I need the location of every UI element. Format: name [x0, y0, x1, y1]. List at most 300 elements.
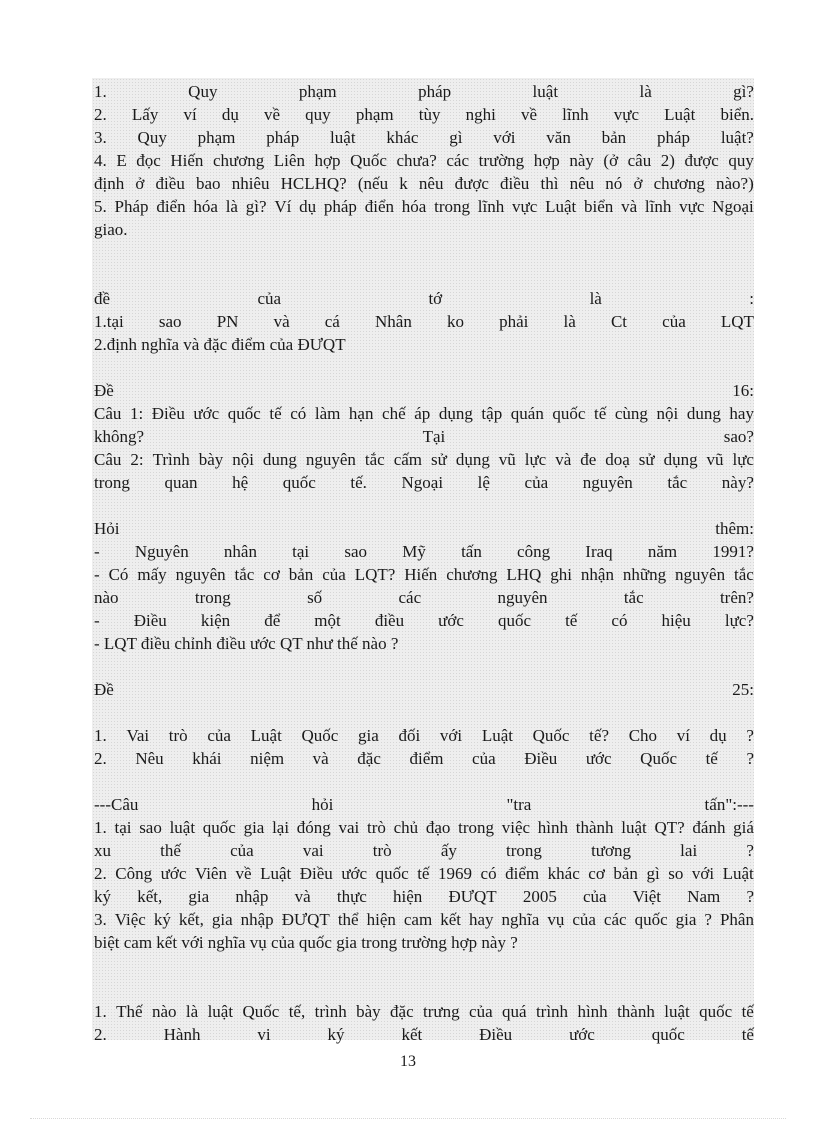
- text-line: 2.định nghĩa và đặc điểm của ĐƯQT: [94, 335, 346, 354]
- word: dụng: [455, 450, 490, 469]
- word: thành: [617, 1002, 655, 1021]
- word: biển.: [720, 105, 754, 124]
- word: nhiêu: [231, 174, 270, 193]
- word: gia: [243, 818, 265, 837]
- word: vi: [257, 1025, 271, 1044]
- word: phạm: [355, 105, 394, 124]
- word: ko: [446, 312, 464, 331]
- paragraph-spacer: [94, 770, 754, 793]
- text-line: [94, 517, 754, 540]
- word: tùy: [418, 105, 441, 124]
- word: hiệu: [661, 611, 691, 630]
- word: chương: [653, 174, 705, 193]
- text-line: [94, 563, 754, 586]
- text-line: [94, 402, 754, 425]
- word: Điều: [479, 1025, 513, 1044]
- word: đạo: [425, 818, 451, 837]
- word: đối: [398, 726, 421, 745]
- word: sao: [139, 818, 162, 837]
- word: hóa: [193, 197, 218, 216]
- word: luật: [664, 1002, 690, 1021]
- word: làm: [314, 404, 341, 423]
- word: QT?: [654, 818, 685, 837]
- word: ước: [569, 1025, 595, 1044]
- word: ước: [341, 864, 368, 883]
- word: phải: [499, 312, 529, 331]
- word: ở: [633, 174, 643, 193]
- word: có: [290, 404, 307, 423]
- word: là: [563, 312, 576, 331]
- word: quy: [305, 105, 331, 124]
- word: giá: [733, 818, 754, 837]
- word: thì: [540, 174, 559, 193]
- word: 2.: [94, 864, 107, 883]
- word: tắc: [623, 588, 644, 607]
- word: Quy: [188, 82, 218, 101]
- text-line: [94, 586, 754, 609]
- word: kiện: [200, 611, 231, 630]
- word: quốc: [634, 910, 668, 929]
- word: kết: [440, 910, 461, 929]
- word: 1.: [94, 818, 107, 837]
- word: công: [517, 542, 551, 561]
- word: sao: [158, 312, 182, 331]
- word: nội: [232, 450, 254, 469]
- paragraph: [94, 793, 754, 954]
- word: đóng: [296, 818, 331, 837]
- word: dụ: [709, 726, 727, 745]
- word: (nếu: [357, 174, 389, 193]
- text-line: [94, 80, 754, 103]
- word: tắc: [667, 473, 688, 492]
- word: hiện: [366, 910, 396, 929]
- word: tại: [114, 818, 132, 837]
- word: đặc: [357, 749, 381, 768]
- word: Ngoại: [712, 197, 754, 216]
- word: điểm: [409, 749, 444, 768]
- word: nguyên: [305, 450, 356, 469]
- word: quốc: [202, 818, 236, 837]
- paragraph: [94, 1000, 754, 1046]
- word: quy: [728, 151, 754, 170]
- word: tấn":---: [704, 795, 754, 814]
- word: ký: [327, 1025, 345, 1044]
- word: là: [185, 1002, 199, 1021]
- word: nào?): [716, 174, 754, 193]
- word: các: [446, 151, 470, 170]
- page-bottom-divider: [30, 1118, 786, 1119]
- word: Quốc: [350, 151, 387, 170]
- word: về: [263, 105, 281, 124]
- word: gia: [675, 910, 697, 929]
- word: ?: [746, 887, 754, 906]
- word: gia: [358, 726, 379, 745]
- word: dung: [262, 450, 297, 469]
- word: E: [116, 151, 127, 170]
- word: bao: [195, 174, 221, 193]
- word: nhận: [580, 565, 614, 584]
- word: Ct: [610, 312, 628, 331]
- paragraph: [94, 517, 754, 655]
- text-line: [94, 379, 754, 402]
- word: vực: [512, 197, 538, 216]
- word: trường: [478, 151, 525, 170]
- word: trưng: [423, 1002, 460, 1021]
- word: luật?: [720, 128, 754, 147]
- word: cùng: [614, 404, 648, 423]
- word: hay: [469, 910, 494, 929]
- word: tế: [269, 404, 282, 423]
- document-body: [94, 80, 754, 1046]
- word: 2005: [522, 887, 557, 906]
- word: 1:: [129, 404, 144, 423]
- word: tế: [741, 1002, 754, 1021]
- word: Hiến: [170, 151, 204, 170]
- word: Công: [115, 864, 153, 883]
- paragraph: [94, 80, 754, 241]
- text-line: [94, 747, 754, 770]
- word: 1.tại: [94, 312, 124, 331]
- word: Hỏi: [94, 519, 120, 538]
- word: của: [257, 289, 282, 308]
- word: trong: [434, 197, 470, 216]
- word: đọc: [136, 151, 161, 170]
- word: ĐƯQT: [281, 910, 330, 929]
- word: tế?: [589, 726, 609, 745]
- word: đánh: [692, 818, 726, 837]
- word: k: [399, 174, 408, 193]
- text-line: [94, 862, 754, 885]
- word: ?: [746, 841, 754, 860]
- word: LQT: [720, 312, 754, 331]
- word: quốc: [651, 1025, 685, 1044]
- text-line: [94, 1000, 754, 1023]
- word: và: [312, 749, 329, 768]
- text-line: [94, 287, 754, 310]
- word: Nêu: [135, 749, 164, 768]
- word: của: [572, 910, 596, 929]
- word: là: [589, 289, 602, 308]
- word: Thế: [116, 1002, 143, 1021]
- word: ước: [193, 404, 220, 423]
- word: dụ: [221, 105, 239, 124]
- text-line: [94, 172, 754, 195]
- word: quá: [502, 1002, 527, 1021]
- word: về: [235, 864, 252, 883]
- word: ?: [704, 910, 712, 929]
- word: tế.: [350, 473, 367, 492]
- word: Quy: [137, 128, 167, 147]
- word: ?: [746, 749, 754, 768]
- word: khái: [192, 749, 222, 768]
- word: định: [94, 174, 125, 193]
- word: nó: [605, 174, 623, 193]
- word: tế,: [288, 1002, 306, 1021]
- word: Luật: [722, 864, 754, 883]
- word: 2:: [130, 450, 144, 469]
- word: điều: [500, 174, 530, 193]
- word: hóa: [401, 197, 427, 216]
- word: lĩnh: [562, 105, 589, 124]
- word: tắc: [234, 565, 255, 584]
- word: Câu: [94, 404, 122, 423]
- word: nào: [94, 588, 119, 607]
- page-number: 13: [400, 1053, 416, 1070]
- word: PN: [216, 312, 239, 331]
- text-line: [94, 1023, 754, 1046]
- word: được: [454, 174, 489, 193]
- paragraph: [94, 724, 754, 770]
- word: câu: [627, 151, 652, 170]
- word: tấn: [461, 542, 482, 561]
- paragraph: [94, 287, 754, 356]
- word: pháp: [266, 128, 300, 147]
- word: -: [94, 542, 100, 561]
- word: điều: [374, 611, 405, 630]
- word: trong: [194, 588, 231, 607]
- word: tương: [591, 841, 632, 860]
- word: Luật: [545, 197, 577, 216]
- word: "tra: [506, 795, 532, 814]
- word: số: [307, 588, 323, 607]
- word: Câu: [94, 450, 122, 469]
- word: trong: [94, 473, 130, 492]
- word: bày: [356, 1002, 381, 1021]
- word: nghi: [465, 105, 496, 124]
- text-line: biệt cam kết với nghĩa vụ của quốc gia trong trường hợp này ?: [94, 933, 518, 952]
- word: chế: [382, 404, 406, 423]
- word: lực: [524, 450, 547, 469]
- word: HCLHQ?: [280, 174, 347, 193]
- word: phạm: [298, 82, 337, 101]
- word: áp: [414, 404, 431, 423]
- word: thêm:: [715, 519, 754, 538]
- word: luật: [207, 1002, 234, 1021]
- word: cơ: [263, 565, 280, 584]
- word: ký: [153, 910, 171, 929]
- word: gì?: [245, 197, 267, 216]
- text-line: [94, 448, 754, 471]
- word: Tại: [422, 427, 446, 446]
- paragraph-spacer: [94, 954, 754, 1000]
- word: tại: [292, 542, 310, 561]
- word: cá: [324, 312, 340, 331]
- word: pháp: [418, 82, 452, 101]
- word: 2.: [94, 1025, 107, 1044]
- word: dụng: [663, 450, 698, 469]
- word: xu: [94, 841, 111, 860]
- word: không?: [94, 427, 145, 446]
- word: Việt: [632, 887, 662, 906]
- word: văn: [546, 128, 571, 147]
- word: có: [480, 864, 497, 883]
- word: quốc: [375, 864, 409, 883]
- word: so: [668, 864, 684, 883]
- word: bày: [198, 450, 224, 469]
- word: Quốc: [242, 1002, 280, 1021]
- text-line: [94, 425, 754, 448]
- word: Có: [108, 565, 129, 584]
- word: và: [555, 450, 572, 469]
- text-line: giao.: [94, 220, 128, 239]
- word: 4.: [94, 151, 107, 170]
- word: sử: [431, 450, 447, 469]
- word: gì: [646, 864, 660, 883]
- word: nêu: [569, 174, 595, 193]
- word: ?: [746, 726, 754, 745]
- word: luật: [169, 818, 196, 837]
- word: dụng: [438, 404, 473, 423]
- word: của: [469, 1002, 493, 1021]
- word: phạm: [197, 128, 236, 147]
- word: điều: [155, 174, 185, 193]
- word: tế: [417, 864, 430, 883]
- word: LHQ: [506, 565, 542, 584]
- word: nghĩa: [501, 910, 540, 929]
- word: Việc: [114, 910, 146, 929]
- word: luật: [621, 818, 647, 837]
- word: tập: [481, 404, 503, 423]
- word: nhân: [223, 542, 257, 561]
- word: ví: [183, 105, 197, 124]
- word: Quốc: [640, 749, 677, 768]
- word: Quốc: [301, 726, 339, 745]
- word: điểm: [505, 864, 540, 883]
- word: của: [583, 887, 607, 906]
- word: hình: [537, 818, 569, 837]
- word: biển: [584, 197, 614, 216]
- word: cơ: [588, 864, 605, 883]
- paragraph-spacer: [94, 494, 754, 517]
- word: Hành: [163, 1025, 201, 1044]
- word: Viên: [194, 864, 227, 883]
- word: bản: [613, 864, 638, 883]
- word: luật: [532, 82, 559, 101]
- word: Trình: [152, 450, 190, 469]
- word: kết,: [137, 887, 163, 906]
- word: Đề: [94, 381, 114, 400]
- word: -: [94, 611, 100, 630]
- word: này: [569, 151, 594, 170]
- text-line: [94, 310, 754, 333]
- word: thể: [337, 910, 359, 929]
- word: quốc: [497, 611, 532, 630]
- text-line: [94, 471, 754, 494]
- word: chương: [212, 151, 265, 170]
- word: tế: [705, 749, 718, 768]
- word: của: [524, 473, 549, 492]
- word: 1.: [94, 1002, 107, 1021]
- text-line: [94, 816, 754, 839]
- word: của: [230, 841, 254, 860]
- word: quan: [164, 473, 198, 492]
- word: trong: [506, 841, 542, 860]
- word: của: [207, 726, 231, 745]
- word: tế: [741, 1025, 754, 1044]
- text-line: [94, 195, 754, 218]
- word: chương: [446, 565, 498, 584]
- text-line: [94, 126, 754, 149]
- word: nguyên: [582, 473, 633, 492]
- word: gia: [211, 910, 233, 929]
- word: các: [398, 588, 422, 607]
- word: Phân: [719, 910, 754, 929]
- word: cấm: [393, 450, 423, 469]
- word: trong: [458, 818, 495, 837]
- word: điển: [364, 197, 394, 216]
- word: Nam: [687, 887, 721, 906]
- word: ---Câu: [94, 795, 139, 814]
- word: Mỹ: [402, 542, 426, 561]
- word: 1.: [94, 82, 107, 101]
- word: hình: [577, 1002, 608, 1021]
- word: bản: [288, 565, 314, 584]
- word: quốc: [282, 473, 316, 492]
- word: 5.: [94, 197, 107, 216]
- word: :: [749, 289, 754, 308]
- word: Luật: [250, 726, 282, 745]
- word: và: [621, 197, 638, 216]
- paragraph: [94, 379, 754, 494]
- word: Luật: [260, 864, 292, 883]
- word: tớ: [428, 289, 443, 308]
- word: LQT?: [354, 565, 396, 584]
- word: các: [603, 910, 627, 929]
- word: quốc: [699, 1002, 733, 1021]
- word: niệm: [250, 749, 285, 768]
- word: Ngoại: [401, 473, 444, 492]
- word: vực: [679, 197, 705, 216]
- word: ước: [160, 864, 187, 883]
- word: là: [225, 197, 238, 216]
- word: này?: [721, 473, 754, 492]
- word: mấy: [137, 565, 167, 584]
- word: chủ: [393, 818, 419, 837]
- word: Điều: [299, 864, 333, 883]
- word: ước: [585, 749, 612, 768]
- word: hợp: [314, 151, 341, 170]
- word: tắc: [364, 450, 385, 469]
- word: pháp: [323, 197, 357, 216]
- word: có: [611, 611, 628, 630]
- word: gì: [449, 128, 463, 147]
- word: hạn: [348, 404, 374, 423]
- text-line: [94, 103, 754, 126]
- word: 16:: [732, 381, 754, 400]
- paragraph: [94, 678, 754, 701]
- text-line: [94, 793, 754, 816]
- word: với: [691, 864, 715, 883]
- word: nhập: [235, 887, 269, 906]
- word: hỏi: [311, 795, 334, 814]
- text-line: [94, 885, 754, 908]
- word: tắc: [734, 565, 754, 584]
- word: đặc: [390, 1002, 414, 1021]
- word: đề: [94, 289, 111, 308]
- text-line: [94, 149, 754, 172]
- word: khác: [386, 128, 419, 147]
- word: Liên: [273, 151, 305, 170]
- word: lĩnh: [477, 197, 505, 216]
- word: Đề: [94, 680, 114, 699]
- word: hệ: [232, 473, 249, 492]
- word: lai: [680, 841, 698, 860]
- word: vũ: [498, 450, 516, 469]
- word: 1969: [438, 864, 473, 883]
- word: 2): [660, 151, 675, 170]
- word: Nguyên: [134, 542, 189, 561]
- word: và: [294, 887, 311, 906]
